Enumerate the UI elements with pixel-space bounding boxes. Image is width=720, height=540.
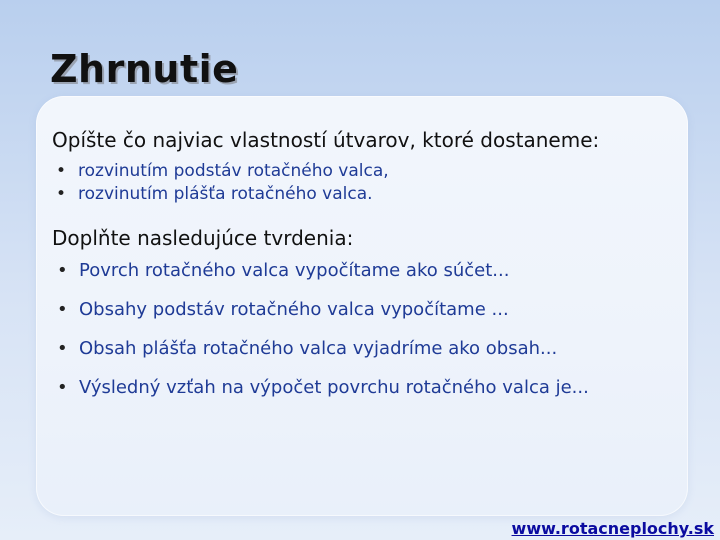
slide-title: Zhrnutie [50, 47, 239, 91]
statement-text: Obsahy podstáv rotačného valca vypočítame ... [79, 299, 509, 320]
statements-list [52, 260, 672, 399]
slide-content [52, 128, 692, 416]
bullet-icon: • [57, 260, 68, 281]
intro-list-item [52, 160, 692, 183]
bullet-icon: • [57, 377, 68, 398]
statement-text: Obsah plášťa rotačného valca vyjadríme ako obsah... [79, 338, 558, 359]
statement-item [52, 299, 672, 321]
bullet-icon: • [56, 161, 67, 181]
section-heading: Doplňte nasledujúce tvrdenia: [52, 226, 354, 250]
statement-item [52, 338, 672, 360]
bullet-icon: • [57, 299, 68, 320]
statement-text: Výsledný vzťah na výpočet povrchu rotačného valca je... [79, 377, 589, 398]
website-link[interactable]: www.rotacneplochy.sk [511, 519, 714, 538]
statement-item [52, 377, 672, 399]
bullet-icon: • [56, 184, 67, 204]
statement-item [52, 260, 672, 282]
intro-list [52, 160, 692, 206]
bullet-icon: • [57, 338, 68, 359]
intro-list-item [52, 183, 692, 206]
intro-item-text: rozvinutím podstáv rotačného valca, [78, 161, 389, 181]
statement-text: Povrch rotačného valca vypočítame ako súčet... [79, 260, 510, 281]
intro-text: Opíšte čo najviac vlastností útvarov, ktoré dostaneme: [52, 128, 600, 152]
intro-item-text: rozvinutím plášťa rotačného valca. [78, 184, 373, 204]
